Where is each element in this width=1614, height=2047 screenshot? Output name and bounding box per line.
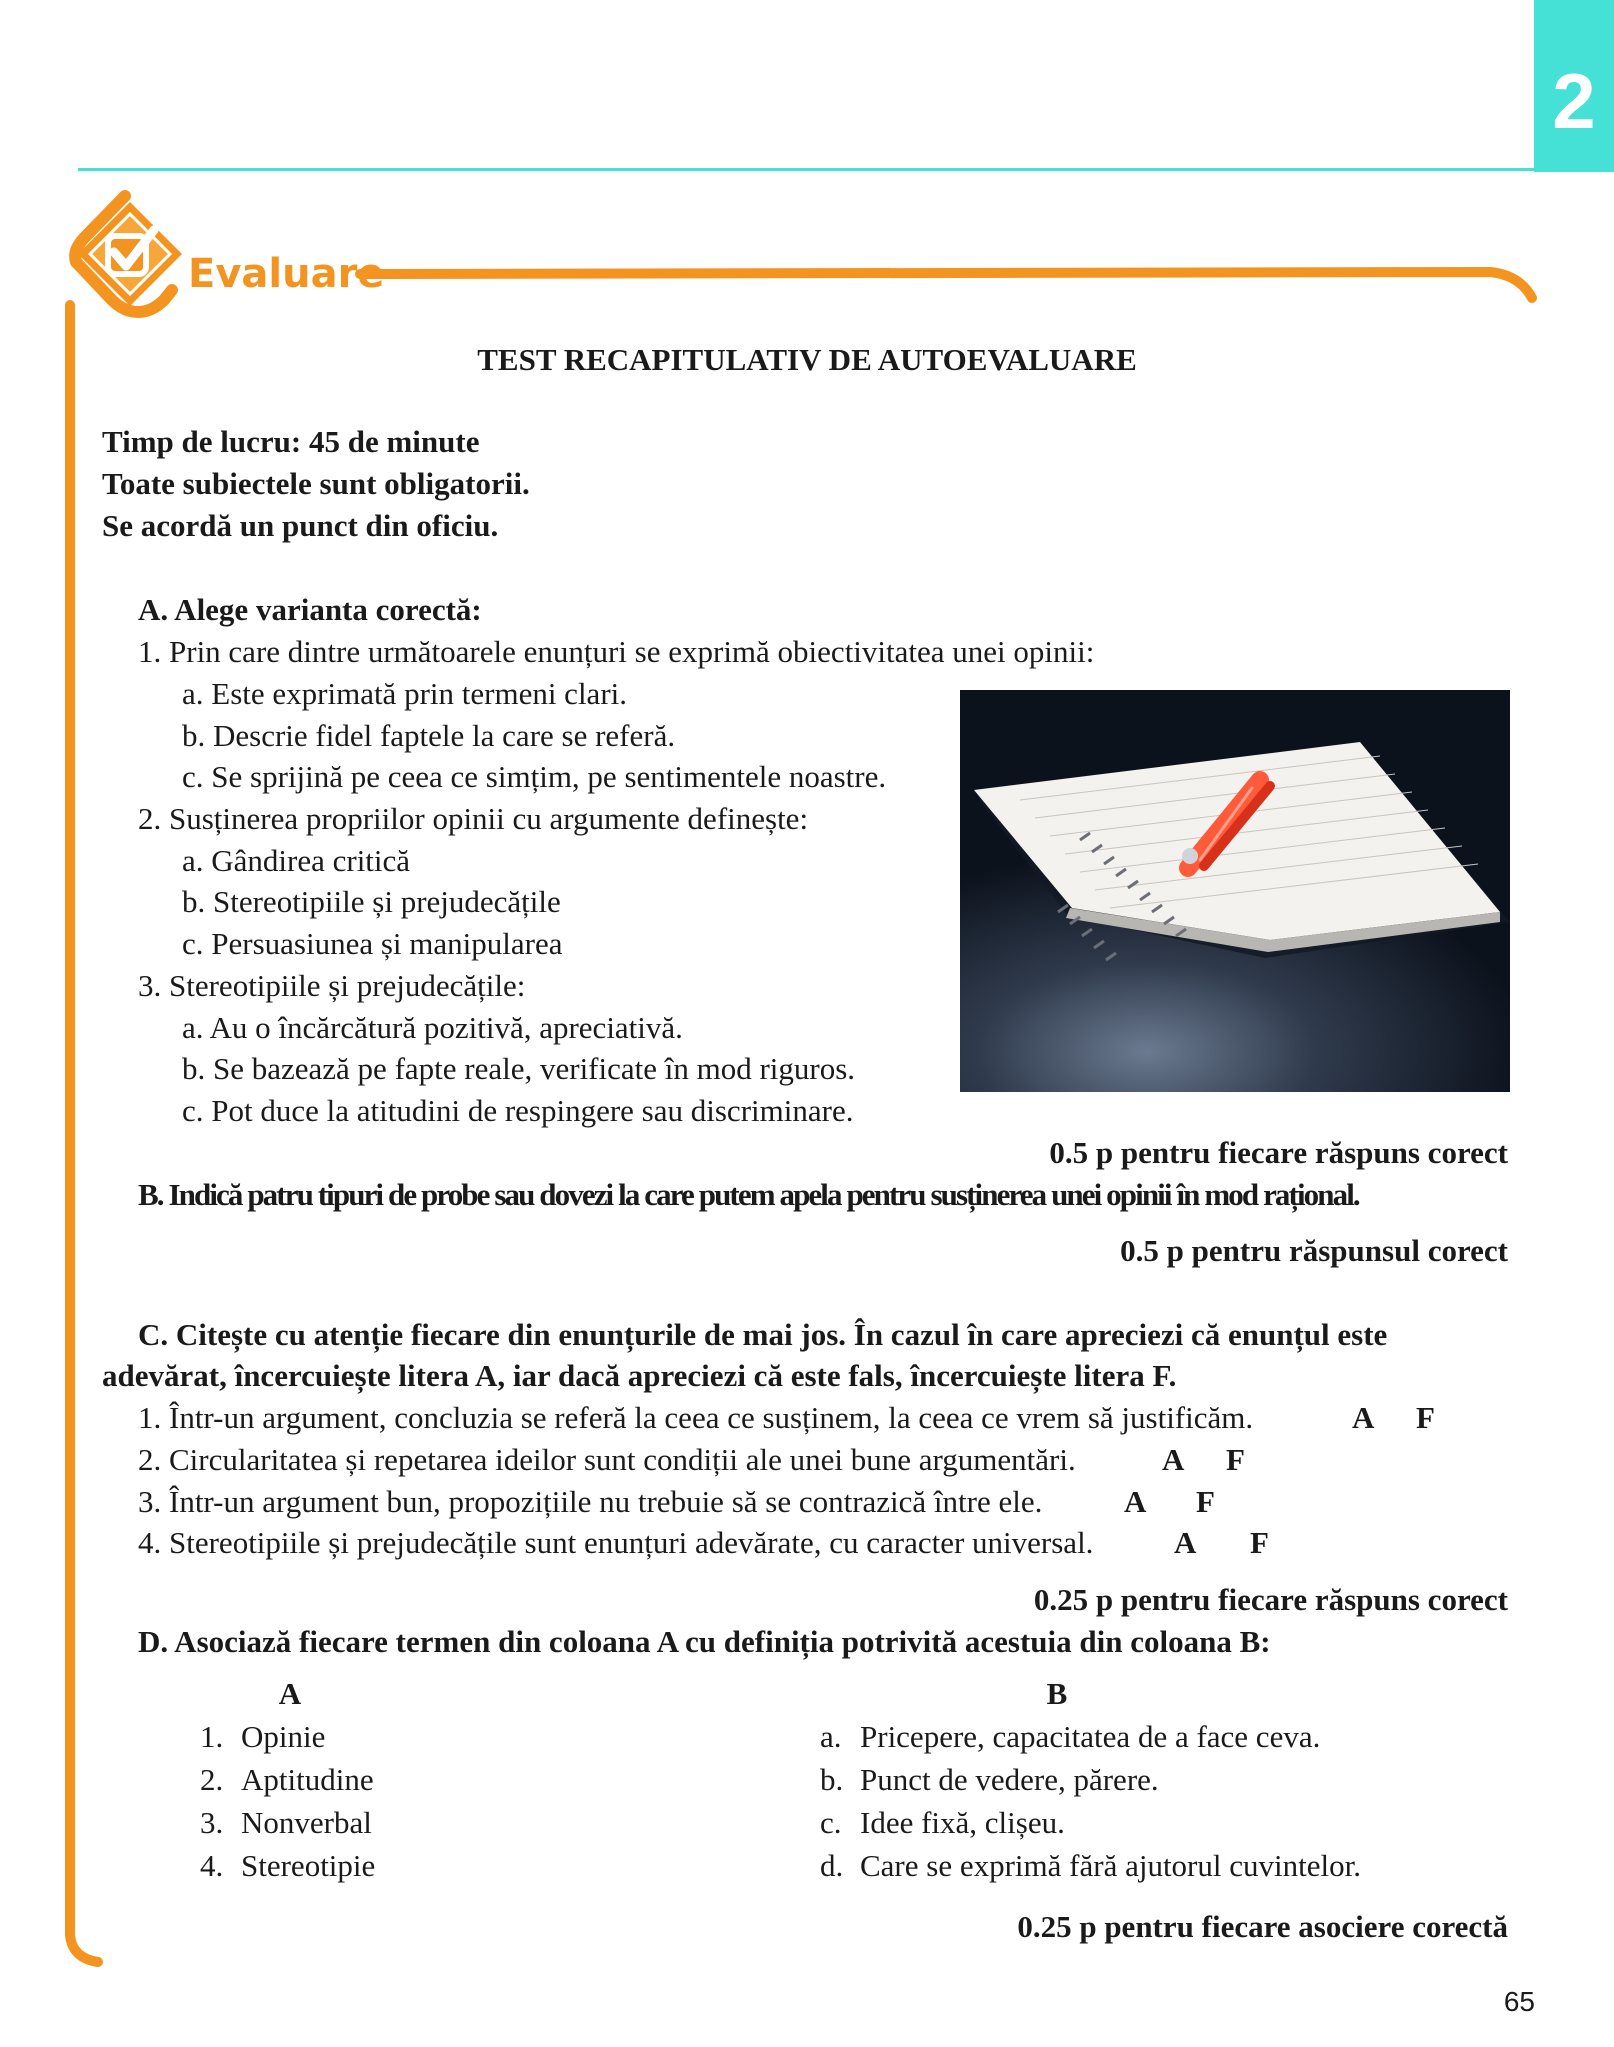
part-d-heading: D. Asociază fiecare termen din coloana A cu definiția potrivită acestuia din coloana B: — [138, 1624, 1271, 1659]
notebook-photo — [960, 690, 1510, 1092]
definition-text: Pricepere, capacitatea de a face ceva. — [860, 1719, 1321, 1754]
answer-f[interactable]: F — [1196, 1484, 1215, 1519]
chapter-number: 2 — [1552, 57, 1596, 145]
answer-a[interactable]: A — [1352, 1400, 1375, 1435]
answer-f[interactable]: F — [1250, 1525, 1269, 1560]
part-a-heading: A. Alege varianta corectă: — [138, 592, 482, 627]
statement-text: 3. Într-un argument bun, propozițiile nu trebuie să se contrazică între ele. — [138, 1484, 1043, 1519]
answer-f[interactable]: F — [1416, 1400, 1435, 1435]
question-text: 2. Susținerea propriilor opinii cu argumente definește: — [138, 801, 809, 836]
term-text: Opinie — [241, 1719, 326, 1754]
definition-letter: a. — [820, 1719, 842, 1754]
column-b-header: B — [1046, 1676, 1068, 1711]
term-text: Aptitudine — [241, 1762, 374, 1797]
checkbox-badge-icon — [70, 196, 190, 316]
statement-text: 4. Stereotipiile și prejudecățile sunt enunțuri adevărate, cu caracter universal. — [138, 1525, 1094, 1560]
term-number: 1. — [200, 1719, 224, 1754]
option-item: a. Este exprimată prin termeni clari. — [182, 676, 628, 711]
part-a-score: 0.5 p pentru fiecare răspuns corect — [1049, 1135, 1508, 1170]
term-text: Stereotipie — [241, 1848, 376, 1883]
answer-a[interactable]: A — [1174, 1525, 1197, 1560]
part-c-score: 0.25 p pentru fiecare răspuns corect — [1033, 1582, 1508, 1617]
option-item: a. Gândirea critică — [182, 843, 411, 878]
definition-text: Punct de vedere, părere. — [860, 1762, 1159, 1797]
test-title: TEST RECAPITULATIV DE AUTOEVALUARE — [477, 342, 1137, 377]
option-item: c. Se sprijină pe ceea ce simțim, pe sentimentele noastre. — [182, 759, 887, 794]
term-text: Nonverbal — [241, 1805, 372, 1840]
statement-text: 1. Într-un argument, concluzia se referă la ceea ce susținem, la ceea ce vrem să justificăm. — [138, 1400, 1254, 1435]
part-c-heading: C. Citește cu atenție fiecare din enunțurile de mai jos. În cazul în care apreciezi că enunțul este — [138, 1317, 1388, 1352]
term-number: 3. — [200, 1805, 224, 1840]
option-item: b. Descrie fidel faptele la care se referă. — [182, 718, 676, 753]
option-item: c. Pot duce la atitudini de respingere sau discriminare. — [182, 1093, 854, 1128]
term-number: 2. — [200, 1762, 224, 1797]
instruction-bonus: Se acordă un punct din oficiu. — [102, 508, 499, 543]
definition-text: Care se exprimă fără ajutorul cuvintelor. — [860, 1848, 1361, 1883]
part-d-score: 0.25 p pentru fiecare asociere corectă — [1017, 1909, 1508, 1944]
instruction-mandatory: Toate subiectele sunt obligatorii. — [102, 466, 530, 501]
instruction-time: Timp de lucru: 45 de minute — [102, 424, 480, 459]
option-item: a. Au o încărcătură pozitivă, apreciativă. — [182, 1010, 683, 1045]
definition-letter: d. — [820, 1848, 844, 1883]
term-number: 4. — [200, 1848, 224, 1883]
part-b-score: 0.5 p pentru răspunsul corect — [1120, 1233, 1508, 1268]
option-item: b. Stereotipiile și prejudecățile — [182, 884, 561, 919]
answer-f[interactable]: F — [1226, 1442, 1245, 1477]
page-number: 65 — [1503, 1986, 1535, 2017]
answer-a[interactable]: A — [1162, 1442, 1185, 1477]
answer-a[interactable]: A — [1124, 1484, 1147, 1519]
section-label: Evaluare — [188, 251, 385, 297]
option-item: c. Persuasiunea și manipularea — [182, 926, 563, 961]
part-c-heading-cont: adevărat, încercuiește litera A, iar dacă apreciezi că este fals, încercuiește litera F. — [102, 1358, 1177, 1393]
definition-letter: b. — [820, 1762, 844, 1797]
option-item: b. Se bazează pe fapte reale, verificate în mod riguros. — [182, 1051, 856, 1086]
column-a-header: A — [278, 1676, 302, 1711]
statement-text: 2. Circularitatea și repetarea ideilor sunt condiții ale unei bune argumentări. — [138, 1442, 1076, 1477]
definition-text: Idee fixă, clișeu. — [860, 1805, 1065, 1840]
part-b-heading: B. Indică patru tipuri de probe sau dovezi la care putem apela pentru susținerea unei opinii în mod rațional. — [138, 1177, 1359, 1212]
definition-letter: c. — [820, 1805, 842, 1840]
question-text: 3. Stereotipiile și prejudecățile: — [138, 968, 526, 1003]
question-text: 1. Prin care dintre următoarele enunțuri se exprimă obiectivitatea unei opinii: — [138, 634, 1095, 669]
